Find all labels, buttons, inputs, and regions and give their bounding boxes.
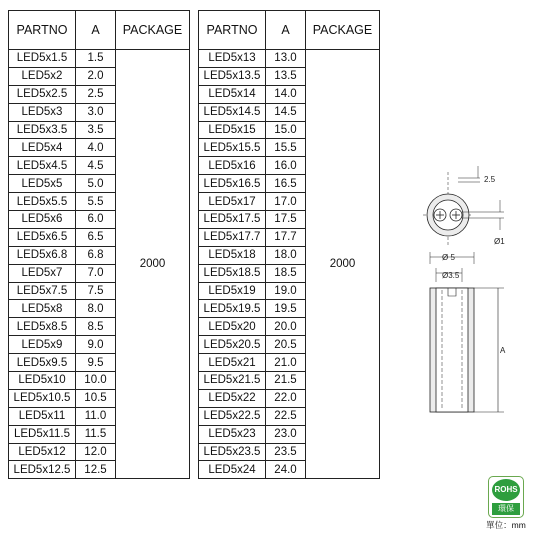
partno-cell: LED5x16.5 — [199, 175, 266, 193]
a-value-cell: 24.0 — [266, 461, 306, 479]
a-value-cell: 22.5 — [266, 407, 306, 425]
a-value-cell: 19.5 — [266, 300, 306, 318]
dim-length-label: A — [500, 346, 506, 355]
a-value-cell: 6.5 — [76, 228, 116, 246]
a-value-cell: 4.5 — [76, 157, 116, 175]
a-value-cell: 15.5 — [266, 139, 306, 157]
partno-cell: LED5x21 — [199, 354, 266, 372]
a-value-cell: 7.0 — [76, 264, 116, 282]
partno-cell: LED5x14.5 — [199, 103, 266, 121]
dim-hole-label: Ø1 — [494, 237, 505, 246]
rohs-badge — [484, 476, 528, 531]
partno-cell: LED5x4.5 — [9, 157, 76, 175]
table-row — [199, 50, 380, 68]
rohs-logo — [488, 476, 524, 518]
package-cell: 2000 — [306, 50, 380, 479]
partno-cell: LED5x3.5 — [9, 121, 76, 139]
partno-cell: LED5x5 — [9, 175, 76, 193]
partno-cell: LED5x23.5 — [199, 443, 266, 461]
partno-cell: LED5x9.5 — [9, 354, 76, 372]
a-value-cell: 13.0 — [266, 50, 306, 68]
partno-cell: LED5x9 — [9, 336, 76, 354]
spacer-drawing — [418, 160, 518, 420]
spec-table-left — [8, 10, 190, 479]
dim-outer-label: Ø 5 — [442, 253, 455, 262]
partno-cell: LED5x18 — [199, 246, 266, 264]
partno-cell: LED5x11 — [9, 407, 76, 425]
a-value-cell: 2.5 — [76, 85, 116, 103]
a-value-cell: 16.0 — [266, 157, 306, 175]
header-a: A — [266, 11, 306, 50]
partno-cell: LED5x17.5 — [199, 211, 266, 229]
a-value-cell: 15.0 — [266, 121, 306, 139]
partno-cell: LED5x16 — [199, 157, 266, 175]
a-value-cell: 20.5 — [266, 336, 306, 354]
partno-cell: LED5x13 — [199, 50, 266, 68]
a-value-cell: 16.5 — [266, 175, 306, 193]
a-value-cell: 14.5 — [266, 103, 306, 121]
header-partno: PARTNO — [9, 11, 76, 50]
a-value-cell: 9.0 — [76, 336, 116, 354]
a-value-cell: 9.5 — [76, 354, 116, 372]
a-value-cell: 11.0 — [76, 407, 116, 425]
a-value-cell: 17.7 — [266, 228, 306, 246]
a-value-cell: 8.5 — [76, 318, 116, 336]
partno-cell: LED5x22 — [199, 389, 266, 407]
a-value-cell: 5.5 — [76, 193, 116, 211]
a-value-cell: 5.0 — [76, 175, 116, 193]
a-value-cell: 23.5 — [266, 443, 306, 461]
a-value-cell: 7.5 — [76, 282, 116, 300]
partno-cell: LED5x1.5 — [9, 50, 76, 68]
partno-cell: LED5x12 — [9, 443, 76, 461]
a-value-cell: 10.0 — [76, 372, 116, 390]
a-value-cell: 3.5 — [76, 121, 116, 139]
a-value-cell: 10.5 — [76, 389, 116, 407]
partno-cell: LED5x19 — [199, 282, 266, 300]
a-value-cell: 1.5 — [76, 50, 116, 68]
a-value-cell: 2.0 — [76, 67, 116, 85]
dim-top-label: 2.5 — [484, 175, 496, 184]
header-partno: PARTNO — [199, 11, 266, 50]
a-value-cell: 22.0 — [266, 389, 306, 407]
partno-cell: LED5x18.5 — [199, 264, 266, 282]
table-body — [199, 50, 380, 479]
a-value-cell: 18.0 — [266, 246, 306, 264]
table-body — [9, 50, 190, 479]
a-value-cell: 21.5 — [266, 372, 306, 390]
partno-cell: LED5x21.5 — [199, 372, 266, 390]
partno-cell: LED5x15 — [199, 121, 266, 139]
partno-cell: LED5x6 — [9, 211, 76, 229]
a-value-cell: 4.0 — [76, 139, 116, 157]
a-value-cell: 6.8 — [76, 246, 116, 264]
partno-cell: LED5x20.5 — [199, 336, 266, 354]
partno-cell: LED5x7 — [9, 264, 76, 282]
partno-cell: LED5x22.5 — [199, 407, 266, 425]
a-value-cell: 12.0 — [76, 443, 116, 461]
a-value-cell: 19.0 — [266, 282, 306, 300]
partno-cell: LED5x6.8 — [9, 246, 76, 264]
a-value-cell: 17.0 — [266, 193, 306, 211]
partno-cell: LED5x3 — [9, 103, 76, 121]
header-package: PACKAGE — [306, 11, 380, 50]
header-a: A — [76, 11, 116, 50]
rohs-label: ROHS — [492, 479, 520, 501]
a-value-cell: 13.5 — [266, 67, 306, 85]
partno-cell: LED5x14 — [199, 85, 266, 103]
spec-table-right — [198, 10, 380, 479]
partno-cell: LED5x17.7 — [199, 228, 266, 246]
a-value-cell: 6.0 — [76, 211, 116, 229]
partno-cell: LED5x8 — [9, 300, 76, 318]
partno-cell: LED5x17 — [199, 193, 266, 211]
partno-cell: LED5x10.5 — [9, 389, 76, 407]
a-value-cell: 20.0 — [266, 318, 306, 336]
partno-cell: LED5x23 — [199, 425, 266, 443]
partno-cell: LED5x20 — [199, 318, 266, 336]
partno-cell: LED5x8.5 — [9, 318, 76, 336]
partno-cell: LED5x15.5 — [199, 139, 266, 157]
partno-cell: LED5x7.5 — [9, 282, 76, 300]
a-value-cell: 21.0 — [266, 354, 306, 372]
partno-cell: LED5x11.5 — [9, 425, 76, 443]
partno-cell: LED5x6.5 — [9, 228, 76, 246]
header-package: PACKAGE — [116, 11, 190, 50]
partno-cell: LED5x2.5 — [9, 85, 76, 103]
unit-label: 單位：mm — [486, 520, 526, 530]
dim-inner-label: Ø3.5 — [442, 271, 460, 280]
a-value-cell: 12.5 — [76, 461, 116, 479]
a-value-cell: 14.0 — [266, 85, 306, 103]
partno-cell: LED5x12.5 — [9, 461, 76, 479]
partno-cell: LED5x19.5 — [199, 300, 266, 318]
partno-cell: LED5x4 — [9, 139, 76, 157]
partno-cell: LED5x24 — [199, 461, 266, 479]
a-value-cell: 18.5 — [266, 264, 306, 282]
a-value-cell: 17.5 — [266, 211, 306, 229]
a-value-cell: 11.5 — [76, 425, 116, 443]
rohs-cn-label: 環保 — [492, 503, 520, 515]
a-value-cell: 8.0 — [76, 300, 116, 318]
partno-cell: LED5x2 — [9, 67, 76, 85]
partno-cell: LED5x13.5 — [199, 67, 266, 85]
table-row — [9, 50, 190, 68]
partno-cell: LED5x5.5 — [9, 193, 76, 211]
a-value-cell: 23.0 — [266, 425, 306, 443]
package-cell: 2000 — [116, 50, 190, 479]
partno-cell: LED5x10 — [9, 372, 76, 390]
a-value-cell: 3.0 — [76, 103, 116, 121]
